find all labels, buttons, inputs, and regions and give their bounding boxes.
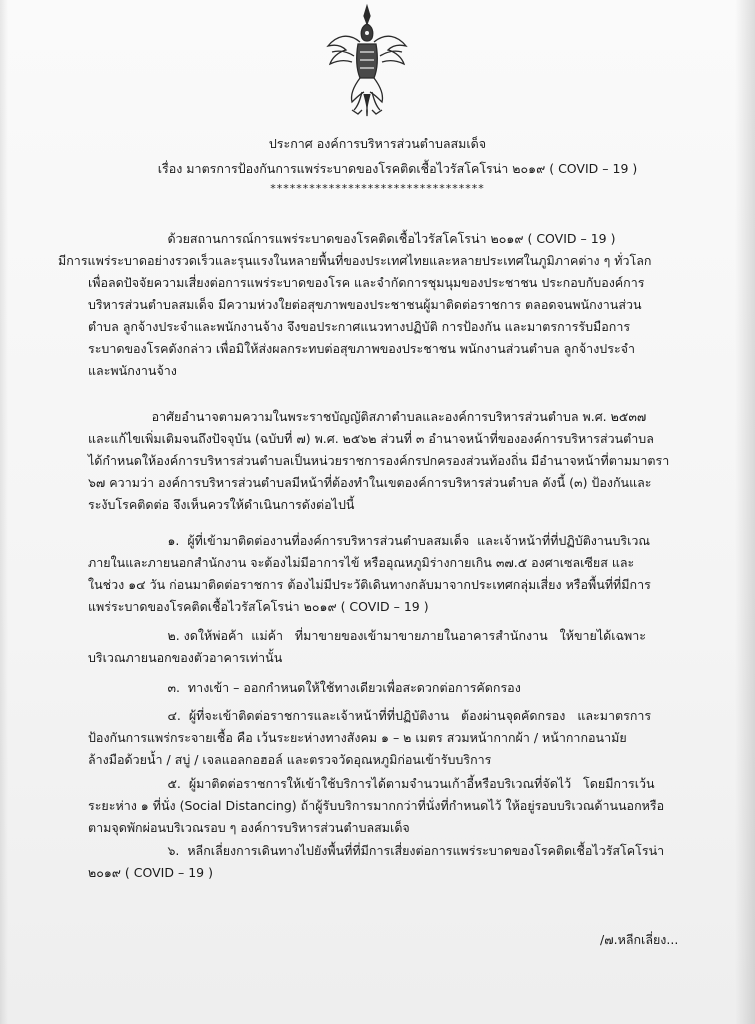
measure-2 [88, 625, 688, 669]
measure-1 [88, 530, 688, 618]
text-line: ด้วยสถานการณ์การแพร่ระบาดของโรคติดเชื้อไวรัสโคโรน่า ๒๐๑๙ ( COVID – 19 ) [88, 231, 616, 246]
text-line: แพร่ระบาดของโรคติดเชื้อไวรัสโคโรน่า ๒๐๑๙ ( COVID – 19 ) [88, 599, 429, 614]
text-line: ระงับโรคติดต่อ จึงเห็นควรให้ดำเนินการดังต่อไปนี้ [88, 497, 355, 512]
text-line: ๓. ทางเข้า – ออกกำหนดให้ใช้ทางเดียวเพื่อสะดวกต่อการคัดกรอง [88, 680, 521, 695]
text-line: บริหารส่วนตำบลสมเด็จ มีความห่วงใยต่อสุขภาพของประชาชนผู้มาติดต่อราชการ ตลอดจนพนักงานส่วน [88, 297, 642, 312]
measure-6 [88, 840, 688, 884]
text-line: ได้กำหนดให้องค์การบริหารส่วนตำบลเป็นหน่วยราชการองค์กรปกครองส่วนท้องถิ่น มีอำนาจหน้าที่ตามมาตรา [88, 453, 670, 468]
text-line: ป้องกันการแพร่กระจายเชื้อ คือ เว้นระยะห่างทางสังคม ๑ – ๒ เมตร สวมหน้ากากผ้า / หน้ากากอนามัย [88, 730, 627, 745]
text-line: ในช่วง ๑๔ วัน ก่อนมาติดต่อราชการ ต้องไม่มีประวัติเดินทางกลับมาจากประเทศกลุ่มเสี่ยง หรือพื้นที่ที่มีการ [88, 577, 651, 592]
text-line: และแก้ไขเพิ่มเติมจนถึงปัจจุบัน (ฉบับที่ ๗) พ.ศ. ๒๕๖๒ ส่วนที่ ๓ อำนาจหน้าที่ขององค์การบริหารส่วนตำบล [88, 431, 654, 446]
text-line: และพนักงานจ้าง [88, 363, 177, 378]
text-line: ๒. งดให้พ่อค้า แม่ค้า ที่มาขายของเข้ามาขายภายในอาคารสำนักงาน ให้ขายได้เฉพาะ [88, 628, 647, 643]
continuation-note: /๗.หลีกเลี่ยง... [600, 932, 679, 947]
text-line: ๒๐๑๙ ( COVID – 19 ) [88, 865, 213, 880]
text-line: ระยะห่าง ๑ ที่นั่ง (Social Distancing) ถ้าผู้รับบริการมากกว่าที่นั่งที่กำหนดไว้ ให้อยู่รอบบริเวณด้านนอกหรือ [88, 798, 665, 813]
paragraph-authority [88, 406, 688, 516]
text-line: อาศัยอำนาจตามความในพระราชบัญญัติสภาตำบลและองค์การบริหารส่วนตำบล พ.ศ. ๒๕๓๗ [88, 409, 647, 424]
separator-line: ********************************* [270, 182, 485, 195]
text-line: เพื่อลดปัจจัยความเสี่ยงต่อการแพร่ระบาดของโรค และจำกัดการชุมนุมของประชาชน ประกอบกับองค์การ [88, 275, 645, 290]
measure-5 [88, 773, 688, 839]
text-line: บริเวณภายนอกของตัวอาคารเท่านั้น [88, 650, 283, 665]
text-line: ๖๗ ความว่า องค์การบริหารส่วนตำบลมีหน้าที่ต้องทำในเขตองค์การบริหารส่วนตำบล ดังนี้ (๓) ป้องกันและ [88, 475, 652, 490]
text-line: ตำบล ลูกจ้างประจำและพนักงานจ้าง จึงขอประกาศแนวทางปฏิบัติ การป้องกัน และมาตรการรับมือการ [88, 319, 631, 334]
paragraph-intro [58, 228, 688, 382]
measure-4 [88, 705, 688, 771]
announcement-subject: เรื่อง มาตรการป้องกันการแพร่ระบาดของโรคติดเชื้อไวรัสโคโรน่า ๒๐๑๙ ( COVID – 19 ) [157, 161, 638, 176]
text-line: มีการแพร่ระบาดอย่างรวดเร็วและรุนแรงในหลายพื้นที่ของประเทศไทยและหลายประเทศในภูมิภาคต่าง ๆ ทั่วโลก [58, 253, 652, 268]
text-line: ๔. ผู้ที่จะเข้าติดต่อราชการและเจ้าหน้าที่ที่ปฏิบัติงาน ต้องผ่านจุดคัดกรอง และมาตรการ [88, 708, 652, 723]
announcement-title: ประกาศ องค์การบริหารส่วนตำบลสมเด็จ [268, 136, 487, 151]
text-line: ๖. หลีกเลี่ยงการเดินทางไปยังพื้นที่ที่มีการเสี่ยงต่อการแพร่ระบาดของโรคติดเชื้อไวรัสโคโรน่า [88, 843, 665, 858]
text-line: ภายในและภายนอกสำนักงาน จะต้องไม่มีอาการไข้ หรืออุณหภูมิร่างกายเกิน ๓๗.๕ องศาเซลเซียส และ [88, 555, 635, 570]
text-line: ๕. ผู้มาติดต่อราชการให้เข้าใช้บริการได้ตามจำนวนเก้าอี้หรือบริเวณที่จัดไว้ โดยมีการเว้น [88, 776, 655, 791]
garuda-emblem-icon [322, 2, 412, 122]
text-line: ระบาดของโรคดังกล่าว เพื่อมิให้ส่งผลกระทบต่อสุขภาพของประชาชน พนักงานส่วนตำบล ลูกจ้างประจำ [88, 341, 636, 356]
text-line: ตามจุดพักผ่อนบริเวณรอบ ๆ องค์การบริหารส่วนตำบลสมเด็จ [88, 820, 410, 835]
text-line: ๑. ผู้ที่เข้ามาติดต่องานที่องค์การบริหารส่วนตำบลสมเด็จ และเจ้าหน้าที่ที่ปฏิบัติงานบริเวณ [88, 533, 651, 548]
measure-3 [88, 677, 688, 699]
text-line: ล้างมือด้วยน้ำ / สบู่ / เจลแอลกอฮอล์ และตรวจวัดอุณหภูมิก่อนเข้ารับบริการ [88, 752, 492, 767]
